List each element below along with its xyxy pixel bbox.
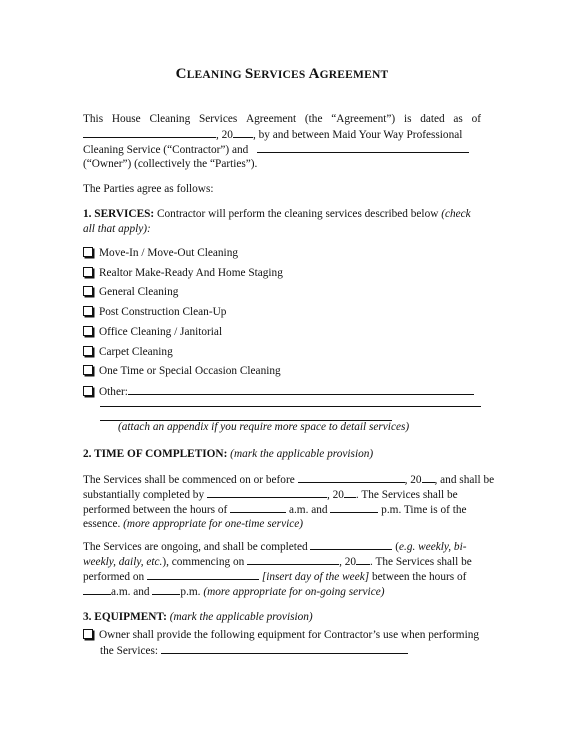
text: p.m. Time is of the bbox=[378, 504, 467, 516]
service-option[interactable] bbox=[83, 285, 178, 300]
frequency-blank[interactable] bbox=[310, 539, 392, 550]
text: substantially completed by bbox=[83, 489, 207, 501]
option-label: Owner shall provide the following equipment for Contractor’s use when performing bbox=[99, 629, 480, 641]
service-option[interactable] bbox=[83, 325, 222, 340]
equipment-option[interactable] bbox=[83, 628, 479, 643]
section-note: (mark the applicable provision) bbox=[166, 611, 313, 623]
note: e.g. weekly, bi- bbox=[399, 541, 467, 553]
completion-p2-l2 bbox=[83, 554, 472, 570]
word: Agreement bbox=[245, 113, 297, 125]
checkbox[interactable] bbox=[83, 286, 93, 296]
service-option[interactable] bbox=[83, 305, 226, 320]
text: The Services are ongoing, and shall be completed bbox=[83, 541, 311, 553]
intro-line-1 bbox=[83, 112, 481, 127]
date-blank[interactable] bbox=[83, 127, 216, 138]
text: , 20 bbox=[404, 474, 422, 486]
other-blank-line-2[interactable] bbox=[100, 406, 481, 407]
option-label: One Time or Special Occasion Cleaning bbox=[99, 365, 281, 377]
day-blank[interactable] bbox=[147, 569, 259, 580]
text: . The Services shall be bbox=[370, 556, 472, 568]
option-label: Post Construction Clean-Up bbox=[99, 306, 227, 318]
year-blank[interactable] bbox=[344, 487, 356, 498]
title-part: A bbox=[308, 66, 320, 82]
text: performed between the hours of bbox=[83, 504, 231, 516]
start-hour-blank[interactable] bbox=[230, 502, 286, 513]
text: p.m. bbox=[180, 586, 204, 598]
completion-p2-l3 bbox=[83, 569, 466, 585]
text: , and shall be bbox=[434, 474, 495, 486]
title-part: ERVICES bbox=[253, 69, 309, 81]
word: as bbox=[453, 113, 463, 125]
start-date-blank[interactable] bbox=[298, 472, 405, 483]
intro-line-3 bbox=[83, 142, 469, 158]
completion-p1-l4 bbox=[83, 517, 303, 532]
note: (more appropriate for on-going service) bbox=[203, 586, 385, 598]
checkbox[interactable] bbox=[83, 247, 93, 257]
text: ), commencing on bbox=[162, 556, 248, 568]
checkbox[interactable] bbox=[83, 629, 93, 639]
title-part: C bbox=[175, 66, 187, 82]
page-title bbox=[0, 66, 564, 83]
word: is bbox=[403, 113, 412, 125]
checkbox[interactable] bbox=[83, 386, 93, 396]
word: House bbox=[111, 113, 141, 125]
note: [insert day of the week] bbox=[259, 571, 370, 583]
text: ( bbox=[392, 541, 400, 553]
text: . The Services shall be bbox=[355, 489, 458, 501]
option-label: the Services: bbox=[100, 645, 159, 657]
end-hour-blank[interactable] bbox=[330, 502, 378, 513]
text: between the hours of bbox=[369, 571, 467, 583]
service-option[interactable] bbox=[83, 345, 173, 360]
year-blank[interactable] bbox=[233, 127, 253, 138]
option-label: Carpet Cleaning bbox=[99, 346, 173, 358]
checkbox[interactable] bbox=[83, 326, 93, 336]
equipment-heading-line bbox=[83, 610, 313, 625]
intro-text: , by and between Maid Your Way Professional bbox=[252, 129, 463, 141]
title-part: LEANING bbox=[186, 69, 245, 81]
year-blank[interactable] bbox=[422, 472, 435, 483]
word: “Agreement”) bbox=[331, 113, 396, 125]
equipment-blank[interactable] bbox=[161, 643, 408, 654]
service-option[interactable] bbox=[83, 246, 238, 261]
commence-date-blank[interactable] bbox=[247, 554, 339, 565]
text: a.m. and bbox=[286, 504, 331, 516]
intro-line-2 bbox=[83, 127, 462, 143]
word: dated bbox=[420, 113, 445, 125]
option-label: General Cleaning bbox=[99, 286, 179, 298]
intro-text: (“Owner”) (collectively the “Parties”). bbox=[83, 158, 258, 170]
equipment-option-line-2 bbox=[100, 643, 408, 659]
parties-agree: The Parties agree as follows: bbox=[83, 183, 214, 195]
text: a.m. and bbox=[111, 586, 153, 598]
title-part: GREEMENT bbox=[319, 69, 389, 81]
word: of bbox=[471, 113, 481, 125]
completion-date-blank[interactable] bbox=[207, 487, 327, 498]
section-note: (mark the applicable provision) bbox=[227, 448, 374, 460]
checkbox[interactable] bbox=[83, 365, 93, 375]
completion-p1-l3 bbox=[83, 502, 467, 518]
intro-line-4 bbox=[83, 157, 257, 172]
completion-p1-l1 bbox=[83, 472, 494, 488]
section-heading: 2. TIME OF COMPLETION: bbox=[83, 448, 228, 460]
service-option-other[interactable] bbox=[83, 384, 474, 400]
intro-text: Cleaning Service (“Contractor”) and bbox=[83, 144, 249, 156]
option-label: Realtor Make-Ready And Home Staging bbox=[99, 267, 283, 279]
note: weekly, daily, etc. bbox=[83, 556, 163, 568]
completion-p2-l4 bbox=[83, 584, 384, 600]
service-option[interactable] bbox=[83, 266, 283, 281]
option-label: Office Cleaning / Janitorial bbox=[99, 326, 223, 338]
text: essence. bbox=[83, 518, 124, 530]
title-part: S bbox=[244, 66, 254, 82]
option-label: Other: bbox=[99, 386, 128, 398]
checkbox[interactable] bbox=[83, 306, 93, 316]
completion-p1-l2 bbox=[83, 487, 458, 503]
completion-heading-line bbox=[83, 447, 373, 462]
end-hour-blank[interactable] bbox=[152, 584, 180, 595]
word: (the bbox=[304, 113, 323, 125]
start-hour-blank[interactable] bbox=[83, 584, 111, 595]
word: Cleaning bbox=[149, 113, 191, 125]
note: (more appropriate for one-time service) bbox=[123, 518, 304, 530]
checkbox[interactable] bbox=[83, 346, 93, 356]
services-heading-line bbox=[83, 207, 471, 222]
text: , 20 bbox=[326, 489, 344, 501]
text: , 20 bbox=[339, 556, 357, 568]
text: The Services shall be commenced on or before bbox=[83, 474, 298, 486]
section-note: (check bbox=[441, 208, 471, 220]
appendix-note: (attach an appendix if you require more space to detail services) bbox=[118, 421, 410, 433]
owner-name-blank[interactable] bbox=[257, 142, 469, 153]
completion-p2-l1 bbox=[83, 539, 466, 555]
text: performed on bbox=[83, 571, 147, 583]
word: Services bbox=[198, 113, 238, 125]
year-blank[interactable] bbox=[356, 554, 370, 565]
section-text: Contractor will perform the cleaning services described below bbox=[154, 208, 442, 220]
section-heading: 3. EQUIPMENT: bbox=[83, 611, 167, 623]
option-label: Move-In / Move-Out Cleaning bbox=[99, 247, 238, 259]
service-option[interactable] bbox=[83, 364, 281, 379]
intro-text: , 20 bbox=[216, 129, 233, 141]
services-note-2: all that apply): bbox=[83, 223, 151, 235]
section-heading: 1. SERVICES: bbox=[83, 208, 155, 220]
other-blank[interactable] bbox=[128, 384, 474, 395]
checkbox[interactable] bbox=[83, 267, 93, 277]
word: This bbox=[83, 113, 104, 125]
